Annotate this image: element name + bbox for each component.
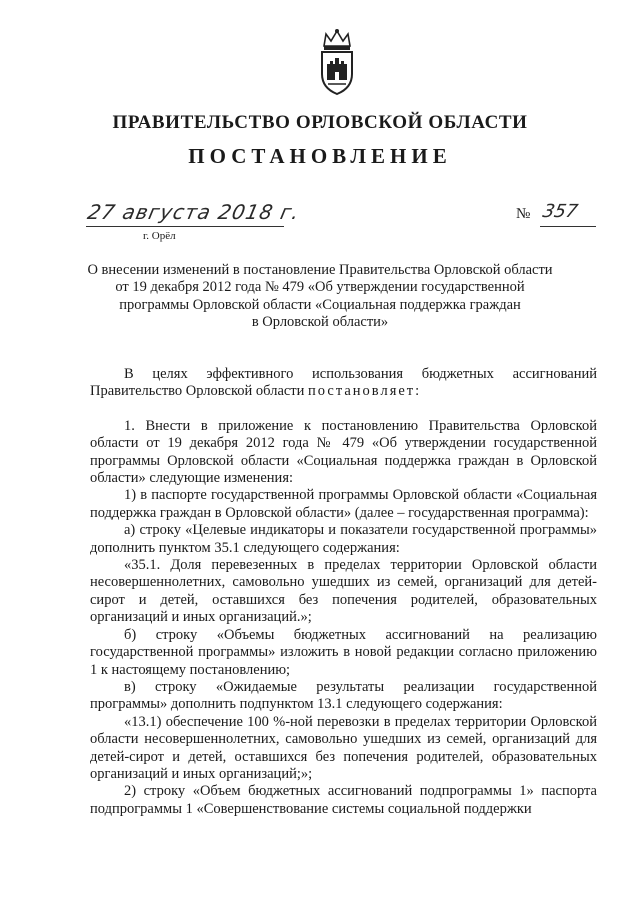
title-line: О внесении изменений в постановление Правительства Орловской области xyxy=(87,262,553,278)
date-underline xyxy=(86,226,284,227)
document-title xyxy=(60,262,580,332)
paragraph: 1) в паспорте государственной программы Орловской области «Социальная поддержка граждан в Орловской области» (далее – государственная программа): xyxy=(90,487,597,521)
intro-paragraph xyxy=(90,366,597,401)
title-line: от 19 декабря 2012 года № 479 «Об утверждении государственной xyxy=(115,279,525,296)
paragraph: б) строку «Объемы бюджетных ассигнований на реализацию государственной программы» изложить в новой редакции согласно приложению 1 к настоящему постановлению; xyxy=(90,626,597,678)
document-date: 27 августа 2018 г. xyxy=(85,200,303,224)
coat-of-arms-icon xyxy=(316,28,358,96)
document-type: ПОСТАНОВЛЕНИЕ xyxy=(188,144,452,168)
paragraph: 2) строку «Объем бюджетных ассигнований подпрограммы 1» паспорта подпрограммы 1 «Совершенствование системы социальной поддержки xyxy=(90,783,597,817)
paragraph: в) строку «Ожидаемые результаты реализации государственной программы» дополнить подпунктом 13.1 следующего содержания: xyxy=(90,678,597,713)
title-line: в Орловской области» xyxy=(251,314,389,331)
paragraph: «13.1) обеспечение 100 %-ной перевозки в пределах территории Орловской области несовершеннолетних, самовольно ушедших из семей, организаций для детей-сирот и детей, оставшихся без попечения родителей, образовательных организаций и иных организаций;»; xyxy=(90,713,597,782)
document-body xyxy=(90,366,597,818)
title-line: программы Орловской области «Социальная поддержка граждан xyxy=(119,296,521,313)
document-number: 357 xyxy=(540,201,580,222)
number-label: № xyxy=(516,206,531,222)
number-underline xyxy=(540,226,596,227)
intro-verb: постановляет: xyxy=(308,383,422,400)
paragraph: «35.1. Доля перевезенных в пределах территории Орловской области несовершеннолетних, самовольно ушедших из семей, организаций для детей-сирот и детей, оставшихся без попечения родителей, образовательных организаций и иных организаций.»; xyxy=(90,557,597,626)
intro-text: В целях эффективного использования бюджетных ассигнований Правительство Орловской области xyxy=(90,366,597,400)
paragraph: а) строку «Целевые индикаторы и показатели государственной программы» дополнить пунктом 35.1 следующего содержания: xyxy=(90,522,597,556)
paragraph: 1. Внести в приложение к постановлению Правительства Орловской области от 19 декабря 2012 года № 479 «Об утверждении государственной программы Орловской области «Социальная поддержка граждан в Орловской области» следующие изменения: xyxy=(90,417,597,487)
city-label: г. Орёл xyxy=(143,230,176,242)
organization-name: ПРАВИТЕЛЬСТВО ОРЛОВСКОЙ ОБЛАСТИ xyxy=(112,112,528,133)
